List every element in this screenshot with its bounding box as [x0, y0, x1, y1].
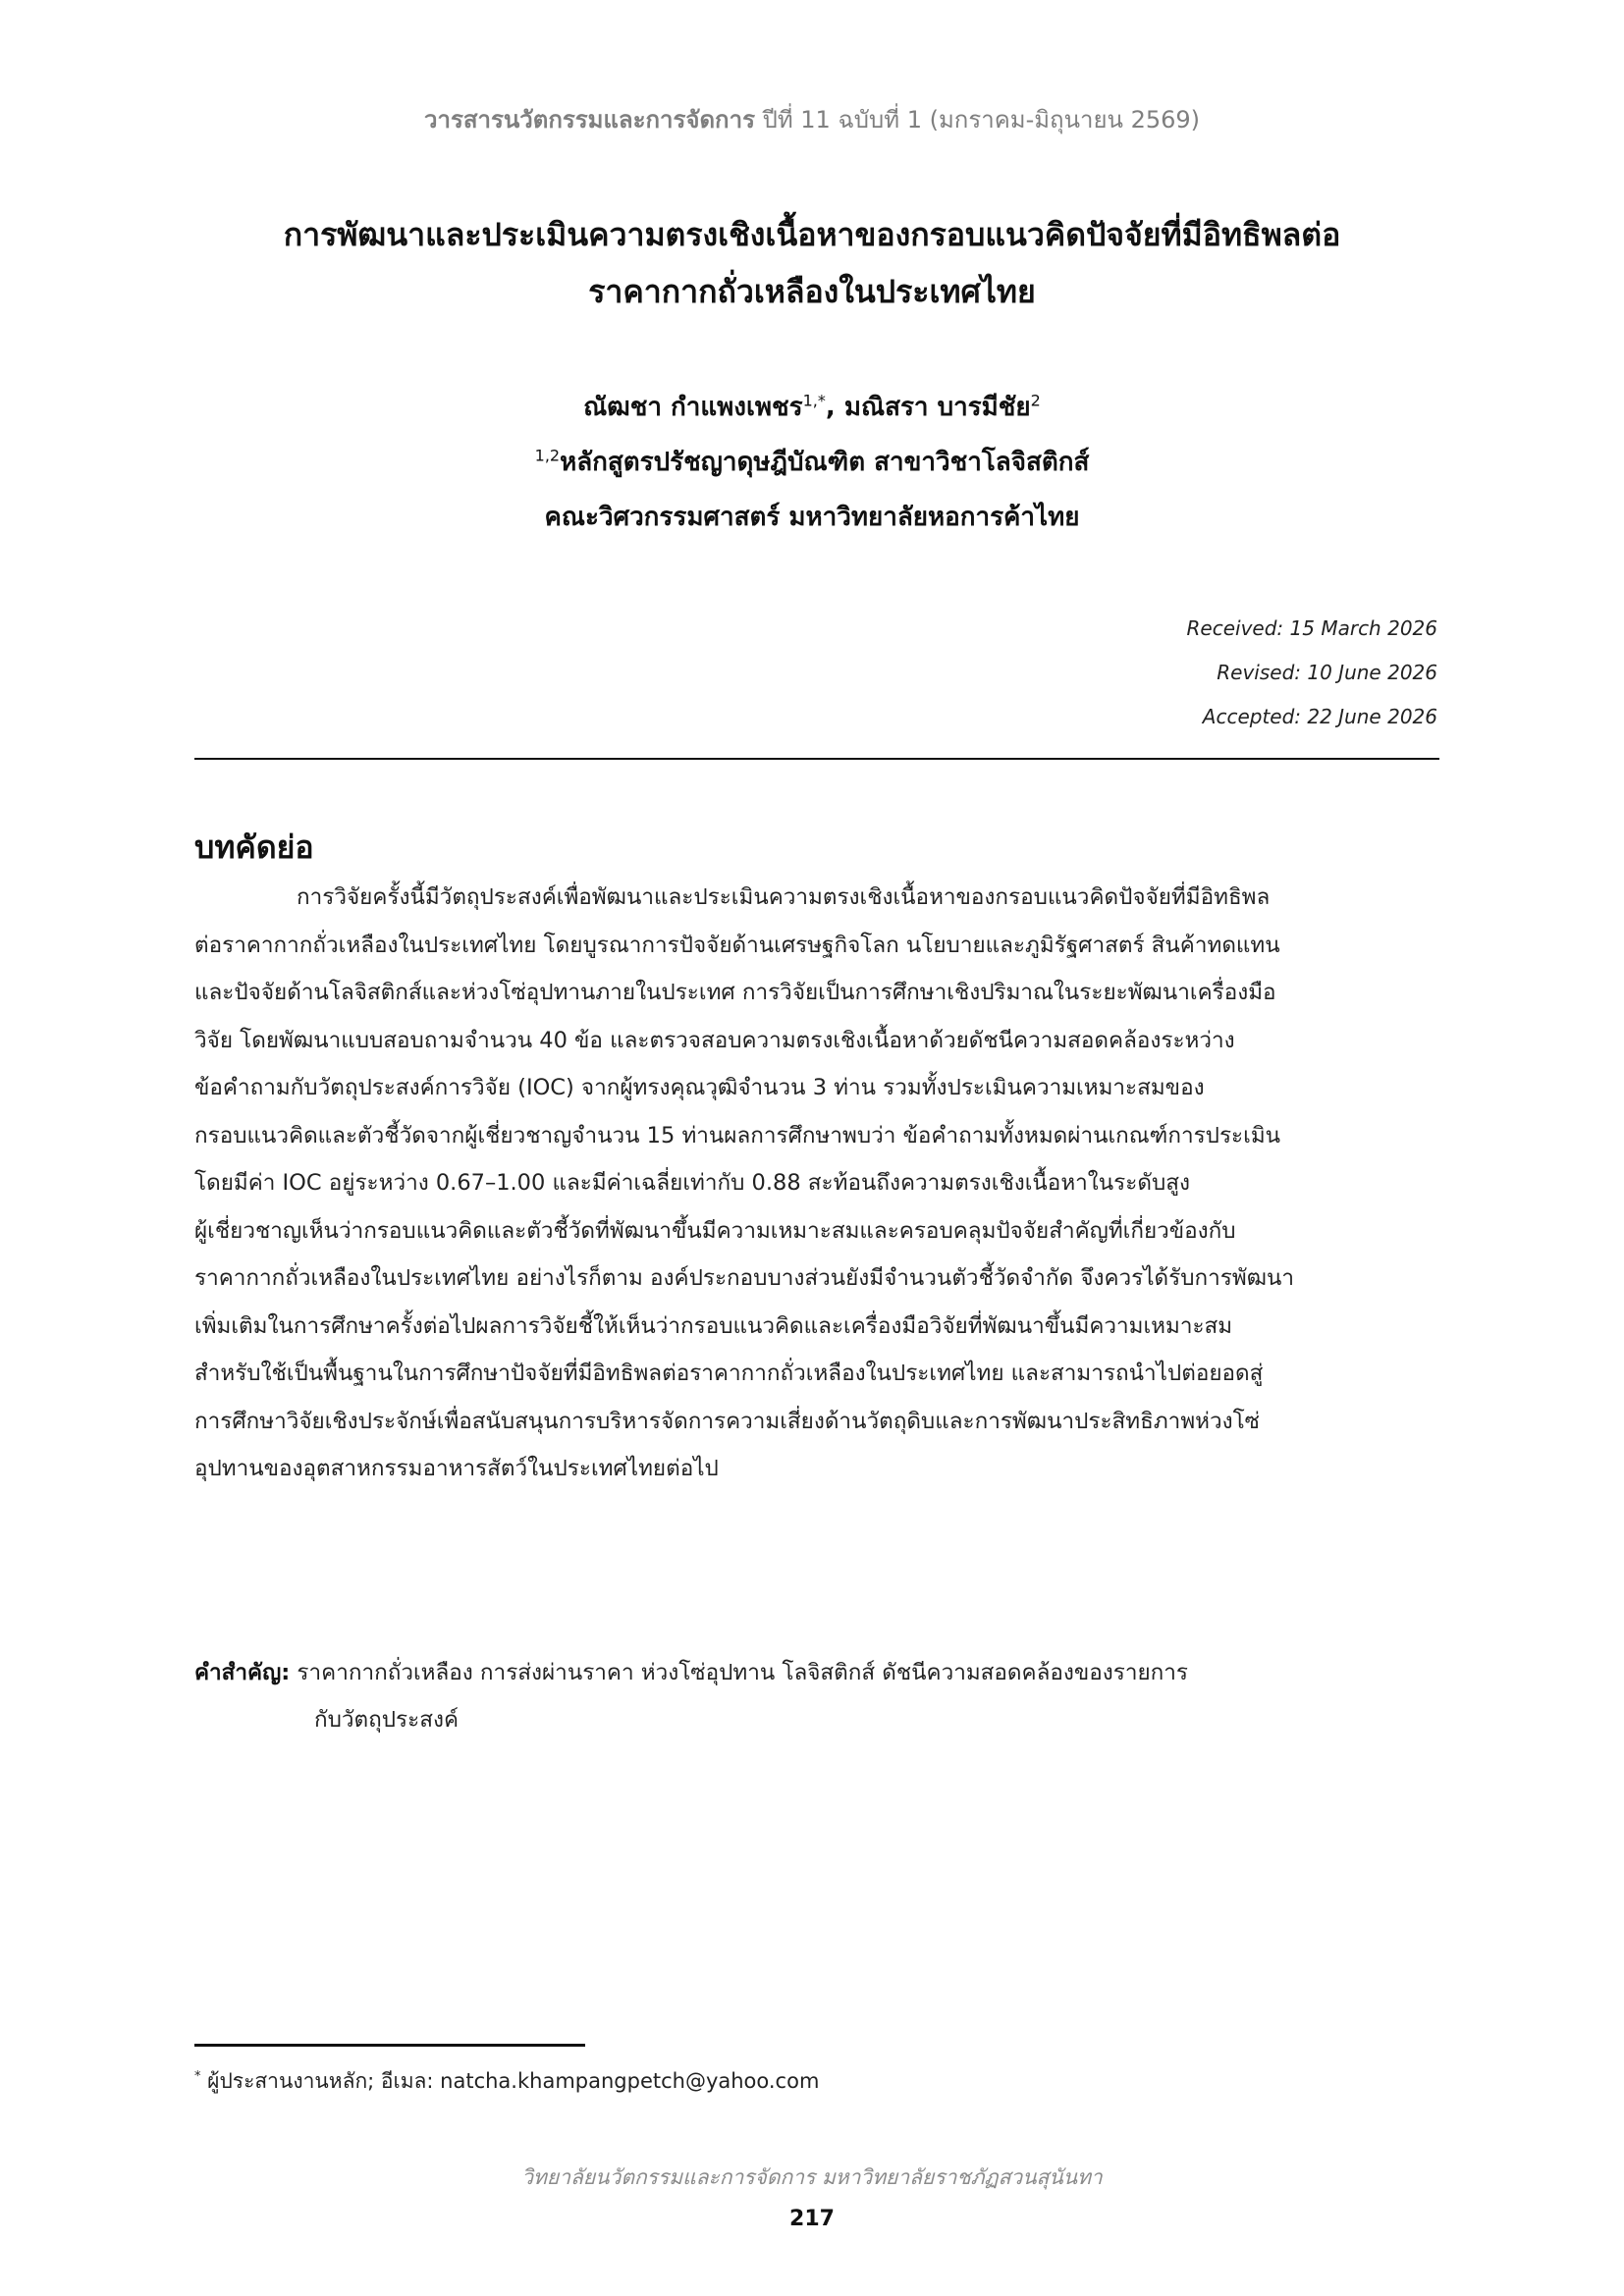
header-divider	[194, 758, 1439, 760]
abstract-line: เพิ่มเติมในการศึกษาครั้งต่อไปผลการวิจัยชี้ให้เห็นว่ากรอบแนวคิดและเครื่องมือวิจัยที่พัฒนาขึ้นมีความเหมาะสม	[194, 1312, 1233, 1339]
title-line-1: การพัฒนาและประเมินความตรงเชิงเนื้อหาของกรอบแนวคิดปัจจัยที่มีอิทธิพลต่อ	[283, 216, 1341, 253]
abstract-line: ราคากากถั่วเหลืองในประเทศไทย อย่างไรก็ตาม องค์ประกอบบางส่วนยังมีจำนวนตัวชี้วัดจำกัด จึงควรได้รับการพัฒนา	[194, 1265, 1295, 1291]
authors-block	[147, 380, 1477, 545]
corresponding-author-footnote	[194, 2065, 819, 2098]
journal-header	[0, 100, 1624, 138]
journal-name: วารสารนวัตกรรมและการจัดการ	[423, 106, 755, 133]
accepted-date: Accepted: 22 June 2026	[1202, 705, 1437, 728]
revised-date: Revised: 10 June 2026	[1217, 661, 1437, 684]
footer-journal: วิทยาลัยนวัตกรรมและการจัดการ มหาวิทยาลัยราชภัฏสวนสุนันทา	[521, 2165, 1103, 2189]
keywords-line-2: กับวัตถุประสงค์	[314, 1707, 459, 1733]
abstract-body	[194, 874, 1439, 1493]
abstract-line: ผู้เชี่ยวชาญเห็นว่ากรอบแนวคิดและตัวชี้วัดที่พัฒนาขึ้นมีความเหมาะสมและครอบคลุมปัจจัยสำคัญที่เกี่ยวข้องกับ	[194, 1217, 1236, 1244]
author-2-superscript: 2	[1030, 391, 1041, 410]
title-line-2: ราคากากถั่วเหลืองในประเทศไทย	[588, 273, 1036, 310]
author-line	[147, 380, 1477, 435]
footnote-marker: *	[194, 2069, 201, 2084]
paper-title	[147, 206, 1477, 320]
issue-info: ปีที่ 11 ฉบับที่ 1 (มกราคม-มิถุนายน 2569)	[754, 106, 1201, 133]
abstract-line: และปัจจัยด้านโลจิสติกส์และห่วงโซ่อุปทานภายในประเทศ การวิจัยเป็นการศึกษาเชิงปริมาณในระยะพัฒนาเครื่องมือ	[194, 980, 1276, 1005]
article-dates	[1187, 607, 1437, 739]
abstract-line: กรอบแนวคิดและตัวชี้วัดจากผู้เชี่ยวชาญจำนวน 15 ท่านผลการศึกษาพบว่า ข้อคำถามทั้งหมดผ่านเกณฑ์การประเมิน	[194, 1122, 1281, 1148]
affiliation-program: หลักสูตรปรัชญาดุษฎีบัณฑิต สาขาวิชาโลจิสติกส์	[560, 448, 1090, 477]
keywords-label: คำสำคัญ:	[194, 1660, 291, 1685]
abstract-line: วิจัย โดยพัฒนาแบบสอบถามจำนวน 40 ข้อ และตรวจสอบความตรงเชิงเนื้อหาด้วยดัชนีความสอดคล้องระหว่าง	[194, 1027, 1235, 1053]
keywords-block	[194, 1649, 1439, 1743]
keywords-line-1: ราคากากถั่วเหลือง การส่งผ่านราคา ห่วงโซ่อุปทาน โลจิสติกส์ ดัชนีความสอดคล้องของรายการ	[290, 1660, 1189, 1685]
abstract-line: การศึกษาวิจัยเชิงประจักษ์เพื่อสนับสนุนการบริหารจัดการความเสี่ยงด้านวัตถุดิบและการพัฒนาประสิทธิภาพห่วงโซ่	[194, 1408, 1260, 1434]
author-1-name: ณัฒชา กำแพงเพชร	[583, 393, 803, 422]
footnote-text: ผู้ประสานงานหลัก; อีเมล: natcha.khampangpetch@yahoo.com	[200, 2069, 820, 2093]
affiliation-line-1	[147, 435, 1477, 490]
affiliation-line-2: คณะวิศวกรรมศาสตร์ มหาวิทยาลัยหอการค้าไทย	[544, 503, 1080, 532]
abstract-line: สำหรับใช้เป็นพื้นฐานในการศึกษาปัจจัยที่มีอิทธิพลต่อราคากากถั่วเหลืองในประเทศไทย และสามารถนำไปต่อยอดสู่	[194, 1361, 1264, 1386]
author-1-superscript: 1,*	[802, 391, 826, 410]
abstract-line: โดยมีค่า IOC อยู่ระหว่าง 0.67–1.00 และมีค่าเฉลี่ยเท่ากับ 0.88 สะท้อนถึงความตรงเชิงเนื้อหาในระดับสูง	[194, 1170, 1190, 1196]
author-separator: ,	[825, 393, 844, 422]
author-2-name: มณิสรา บารมีชัย	[843, 393, 1031, 422]
abstract-line: ข้อคำถามกับวัตถุประสงค์การวิจัย (IOC) จากผู้ทรงคุณวุฒิจำนวน 3 ท่าน รวมทั้งประเมินความเหมาะสมของ	[194, 1075, 1205, 1100]
abstract-line: ต่อราคากากถั่วเหลืองในประเทศไทย โดยบูรณาการปัจจัยด้านเศรษฐกิจโลก นโยบายและภูมิรัฐศาสตร์ สินค้าทดแทน	[194, 932, 1280, 958]
abstract-heading: บทคัดย่อ	[194, 828, 314, 866]
abstract-line: การวิจัยครั้งนี้มีวัตถุประสงค์เพื่อพัฒนาและประเมินความตรงเชิงเนื้อหาของกรอบแนวคิดปัจจัยที่มีอิทธิพล	[297, 884, 1271, 910]
affiliation-superscript: 1,2	[534, 446, 561, 465]
page-number: 217	[789, 2207, 835, 2231]
abstract-line: อุปทานของอุตสาหกรรมอาหารสัตว์ในประเทศไทยต่อไป	[194, 1456, 719, 1481]
received-date: Received: 15 March 2026	[1186, 616, 1437, 640]
footnote-divider	[194, 2044, 585, 2047]
